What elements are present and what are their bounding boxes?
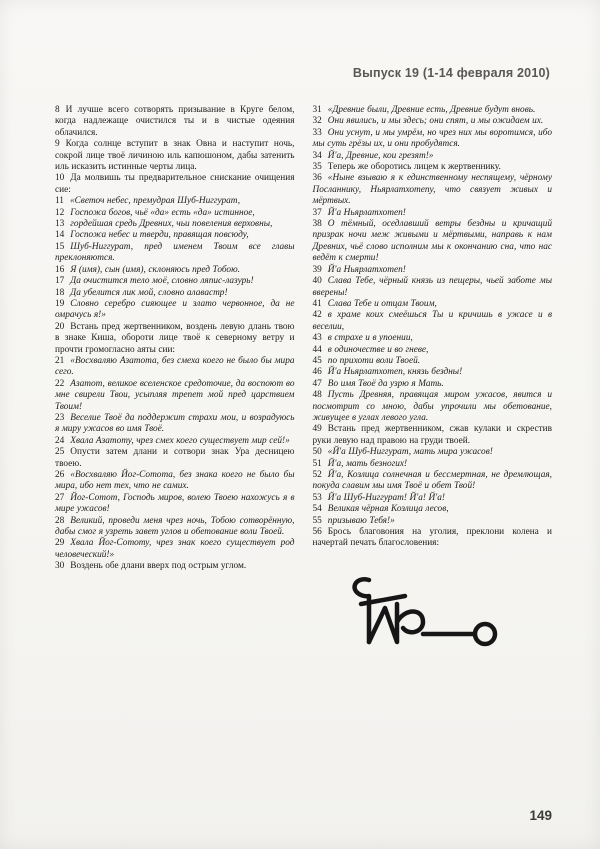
verse-20 [55, 322, 295, 356]
verse-number: 48 [312, 390, 322, 401]
verse-text: О тёмный, оседлавший ветры бездны и кричащий призрак ночи меж живыми и мёртвыми, направь к нам Древних, чьё слово исполним мы к окончанию сна, что нас ведёт к смерти! [312, 219, 552, 264]
verse-text: Й'а Ньярлатхотеп, князь бездны! [327, 367, 463, 378]
verse-number: 39 [312, 264, 322, 275]
verse-30 [55, 561, 295, 572]
verse-number: 33 [312, 127, 322, 138]
verse-text: по прихоти воли Твоей. [327, 355, 421, 366]
verse-number: 29 [55, 538, 65, 549]
verse-text: Й'а Ньярлатхотеп! [327, 264, 406, 275]
verse-38 [313, 219, 553, 265]
verse-number: 49 [312, 424, 322, 435]
right-column [313, 105, 553, 657]
verse-text: Й'а, Козлица солнечная и бессмертная, не дремлющая, покуда славим мы имя Твоё и обет Твой! [312, 470, 552, 492]
verse-10 [55, 173, 295, 196]
verse-number: 54 [312, 504, 322, 515]
blessing-seal-drawing [339, 564, 553, 657]
verse-text: Пусть Древняя, правящая миром ужасов, явится и посмотрит со мною, дабы упрочили мы обетование, живущее в углах левого угла. [312, 390, 552, 423]
verse-number: 11 [55, 196, 64, 207]
verse-46 [313, 367, 553, 378]
verse-text: Великий, проведи меня чрез ночь, Тобою сотворённую, дабы смог я узреть завет углов и обетование воли Твоей. [55, 515, 295, 538]
verse-44 [313, 345, 553, 356]
verse-number: 45 [312, 355, 322, 366]
verse-number: 55 [312, 515, 322, 526]
verse-31 [313, 105, 553, 116]
verse-number: 40 [312, 276, 322, 287]
verse-text: Встань пред жертвенником, воздень левую длань твою в знаке Киша, обороти лице твоё к северному ветру и прочти громогласно аяты сии: [55, 321, 295, 355]
verse-number: 31 [312, 105, 322, 115]
verse-21 [55, 356, 295, 379]
verse-number: 19 [55, 298, 65, 309]
verse-text: Они явились, и мы здесь; они спят, и мы ожидаем их. [327, 116, 544, 127]
verse-number: 41 [312, 298, 322, 309]
verse-text: Й'а Ньярлатхотеп! [327, 207, 406, 218]
verse-53 [313, 493, 553, 504]
verse-number: 42 [312, 310, 322, 321]
verse-text: призываю Тебя!» [327, 515, 395, 526]
verse-number: 26 [55, 470, 65, 480]
verse-text: Встань пред жертвенником, сжав кулаки и скрестив руки левую над правою на груди твоей. [312, 424, 552, 446]
verse-42 [313, 310, 553, 333]
verse-text: в храме коих смеёшься Ты и кричишь в ужасе и в веселии, [312, 310, 552, 332]
verse-number: 9 [55, 139, 60, 150]
verse-37 [313, 208, 553, 219]
verse-text: Веселие Твоё да поддержит страхи мои, и возрадуюсь я миру ужасов во имя Твоё. [55, 412, 295, 435]
page-number: 149 [529, 808, 552, 823]
verse-number: 43 [312, 333, 322, 344]
verse-text: Азатот, великое вселенское средоточие, да воспоют во мне свирели Твои, усыпляя трепет мой пред царствием Твоим! [55, 378, 295, 412]
verse-number: 44 [312, 344, 322, 355]
left-column [55, 105, 295, 657]
verse-text: Йог-Сотот, Господь миров, волею Твоею нахожусь я в мире ужасов! [55, 492, 295, 515]
verse-number: 37 [312, 207, 322, 218]
verse-9 [55, 139, 295, 173]
verse-text: «Древние были, Древние есть, Древние будут вновь. [327, 105, 536, 115]
verse-text: Воздень обе длани вверх под острым углом. [70, 561, 247, 572]
verse-text: Они уснут, и мы умрём, но чрез них мы воротимся, ибо мы суть грёзы их, и они пробудятся. [312, 127, 552, 150]
verse-text: Да молвишь ты предварительное снискание очищения сие: [55, 173, 295, 195]
verse-text: Брось благовония на уголия, преклони колена и начертай печать благословения: [312, 527, 552, 549]
verse-23 [55, 413, 295, 436]
verse-number: 56 [312, 527, 322, 538]
verse-47 [313, 379, 553, 390]
text-columns [55, 105, 552, 657]
verse-26 [55, 470, 295, 493]
verse-number: 10 [55, 173, 65, 184]
verse-number: 21 [55, 355, 65, 366]
verse-text: Й'а, мать безногих! [327, 458, 408, 469]
verse-17 [55, 276, 295, 287]
verse-number: 50 [312, 447, 322, 458]
verse-56 [313, 527, 553, 550]
verse-39 [313, 265, 553, 276]
verse-text: «Ныне взываю я к единственному неспящему, чёрному Посланнику, Ньярлатхотепу, что связует живых и мёртвых. [312, 173, 552, 207]
verse-number: 35 [312, 162, 322, 173]
verse-29 [55, 538, 295, 561]
verse-text: Теперь же оборотись лицем к жертвеннику. [327, 162, 501, 173]
verse-number: 16 [55, 264, 65, 275]
verse-text: «Восхваляю Азатота, без смеха коего не было бы мира сего. [55, 355, 295, 378]
verse-text: Да убелится лик мой, словно алавастр! [70, 287, 228, 298]
verse-33 [313, 128, 553, 151]
verse-text: в страхе и в упоении, [327, 333, 413, 344]
verse-number: 34 [312, 150, 322, 161]
verse-number: 32 [312, 116, 322, 127]
verse-text: Когда солнце вступит в знак Овна и наступит ночь, сокрой лице твоё личиною иль капюшоном, дабы затенить иль исказить истинные черты лица. [55, 139, 295, 173]
verse-number: 36 [312, 173, 322, 184]
verse-12 [55, 208, 295, 219]
verse-19 [55, 299, 295, 322]
verse-text: «Й'а Шуб-Ниггурат, мать мира ужасов! [327, 447, 493, 458]
verse-40 [313, 276, 553, 299]
verse-number: 23 [55, 412, 65, 423]
issue-header: Выпуск 19 (1-14 февраля 2010) [352, 66, 550, 80]
verse-14 [55, 230, 295, 241]
verse-number: 46 [312, 367, 322, 378]
verse-number: 30 [55, 561, 65, 572]
verse-text: Хвала Йог-Сототу, чрез знак коего существует род человеческий!» [55, 538, 295, 560]
verse-text: Слава Тебе и отцам Твоим, [327, 298, 437, 309]
verse-25 [55, 447, 295, 470]
verse-number: 18 [55, 287, 65, 298]
verse-8 [55, 105, 295, 139]
verse-number: 13 [55, 219, 65, 230]
verse-54 [313, 504, 553, 515]
verse-number: 38 [312, 219, 322, 230]
verse-text: Во имя Твоё да узрю я Мать. [327, 378, 444, 389]
verse-41 [313, 299, 553, 310]
verse-text: Слава Тебе, чёрный князь из пещеры, чьей заботе мы вверены! [312, 276, 552, 298]
verse-35 [313, 162, 553, 173]
verse-number: 24 [55, 435, 65, 446]
verse-number: 27 [55, 492, 65, 503]
verse-32 [313, 116, 553, 127]
verse-text: Госпожа богов, чьё «да» есть «да» истинное, [70, 207, 255, 218]
verse-number: 20 [55, 321, 65, 332]
verse-number: 25 [55, 447, 65, 458]
verse-34 [313, 151, 553, 162]
verse-43 [313, 333, 553, 344]
verse-number: 47 [312, 378, 322, 389]
verse-number: 15 [55, 241, 65, 252]
verse-13 [55, 219, 295, 230]
verse-18 [55, 288, 295, 299]
verse-number: 22 [55, 378, 65, 389]
verse-number: 28 [55, 515, 65, 526]
verse-text: Госпожа небес и тверди, правящая повсюду, [70, 230, 249, 241]
verse-48 [313, 390, 553, 424]
verse-text: «Светоч небес, премудрая Шуб-Ниггурат, [69, 196, 241, 207]
verse-49 [313, 424, 553, 447]
verse-text: Я (имя), сын (имя), склоняюсь пред Тобою. [70, 264, 240, 275]
verse-text: Опусти затем длани и сотвори знак Ура десницею твоею. [55, 447, 295, 469]
verse-50 [313, 447, 553, 458]
verse-text: Хвала Азатоту, чрез смех коего существует мир сей!» [70, 435, 290, 446]
verse-28 [55, 516, 295, 539]
verse-text: Да очистится тело моё, словно ляпис-лазурь! [70, 276, 254, 287]
verse-text: в одиночестве и во гневе, [327, 344, 429, 355]
verse-number: 12 [55, 207, 65, 218]
verse-number: 52 [312, 470, 322, 480]
verse-text: Й'а, Древние, кои грезят!» [327, 150, 434, 161]
verse-36 [313, 173, 553, 207]
verse-11 [55, 196, 295, 207]
verse-number: 17 [55, 276, 65, 287]
verse-52 [313, 470, 553, 493]
verse-text: Й'а Шуб-Ниггурат! Й'а! Й'а! [327, 492, 445, 503]
verse-text: Словно серебро сияющее и злато червонное, да не омрачусь я!» [55, 298, 295, 321]
verse-text: гордейшая средь Древних, чьи повеления верховны, [70, 219, 273, 230]
verse-15 [55, 242, 295, 265]
verse-number: 8 [55, 105, 60, 115]
verse-number: 53 [312, 492, 322, 503]
verse-number: 14 [55, 230, 65, 241]
verse-22 [55, 379, 295, 413]
verse-55 [313, 516, 553, 527]
verse-45 [313, 356, 553, 367]
verse-24 [55, 436, 295, 447]
verse-16 [55, 265, 295, 276]
verse-text: «Восхваляю Йог-Сотота, без знака коего не было бы мира, ибо нет тех, что не самих. [55, 470, 295, 492]
verse-number: 51 [312, 458, 322, 469]
verse-text: Великая чёрная Козлица лесов, [327, 504, 449, 515]
verse-text: Шуб-Ниггурат, пред именем Твоим все главы преклоняются. [55, 241, 295, 264]
verse-text: И лучше всего сотворять призывание в Круге белом, когда надлежаще очистился ты и в чистые одеяния облачился. [55, 105, 295, 138]
verse-51 [313, 459, 553, 470]
verse-27 [55, 493, 295, 516]
